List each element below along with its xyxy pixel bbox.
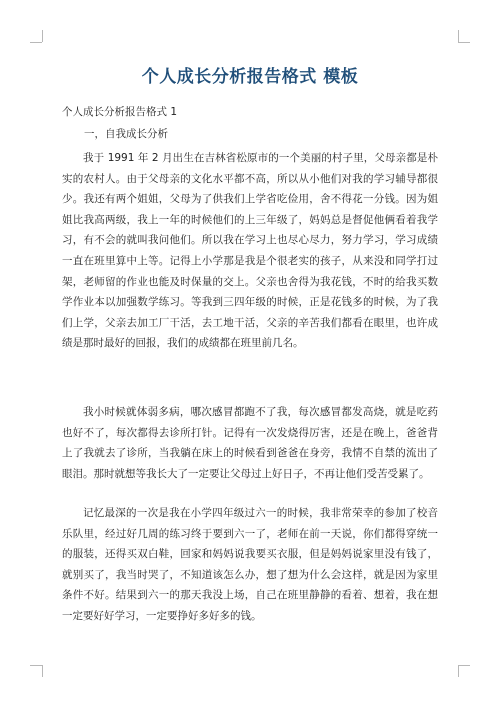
crop-mark-bottom-right-v: [458, 665, 459, 677]
paragraph-1: 我于 1991 年 2 月出生在吉林省松原市的一个美丽的村子里，父母亲都是朴实的农村人。由于父母亲的文化水平都不高，所以从小他们对我的学习辅导都很少。我还有两个姐姐，父母为了供我们上学省吃俭用，舍不得花一分钱。因为姐姐比我高两级，我上一年的时候他们的上三年级了，妈妈总是督促他俩看着我学习，有不会的就叫我问他们。所以我在学习上也尽心尽力，努力学习，学习成绩一直在班里算中上等。记得上小学那是我是个很老实的孩子，从来没和同学打过架，老师留的作业也能及时保量的交上。父亲也舍得为我花钱，不时的给我买数学作业本以加强数学练习。等我到三四年级的时候，正是花钱多的时候，为了我们上学，父亲去加工厂干活，去工地干活，父亲的辛苦我们都看在眼里，也许成绩是那时最好的回报，我们的成绩都在班里前几名。: [62, 152, 438, 350]
crop-mark-bottom-left-v: [42, 665, 43, 677]
paragraph-2: 我小时候就体弱多病，哪次感冒都跑不了我，每次感冒都发高烧，就是吃药也好不了，每次都得去诊所打针。记得有一次发烧得厉害，还是在晚上，爸爸背上了我就去了诊所，当我躺在床上的时候看到爸爸在身旁，我情不自禁的流出了眼泪。那时就想等我长大了一定要让父母过上好日子，不再让他们受苦受累了。: [62, 406, 438, 480]
section-heading: 个人成长分析报告格式 1: [62, 106, 178, 118]
crop-mark-top-right-h: [458, 42, 470, 43]
crop-mark-top-left-v: [42, 30, 43, 42]
crop-mark-bottom-left-h: [30, 665, 42, 666]
crop-mark-top-left-h: [30, 42, 42, 43]
crop-mark-top-right-v: [458, 30, 459, 42]
paragraph-3: 记忆最深的一次是我在小学四年级过六一的时候，我非常荣幸的参加了校音乐队里，经过好几周的练习终于要到六一了，老师在前一天说，你们都得穿统一的服装，还得买双白鞋，回家和妈妈说我要买衣服，但是妈妈说家里没有钱了，就别买了，我当时哭了，不知道该怎么办，想了想为什么会这样，就是因为家里条件不好。结果到六一的那天我没上场，自己在班里静静的看着、想着，我在想一定要好好学习，一定要挣好多好多的钱。: [62, 507, 438, 622]
crop-mark-bottom-right-h: [458, 665, 470, 666]
subsection-heading: 一，自我成长分析: [84, 128, 168, 140]
document-title: 个人成长分析报告格式 模板: [141, 67, 359, 87]
